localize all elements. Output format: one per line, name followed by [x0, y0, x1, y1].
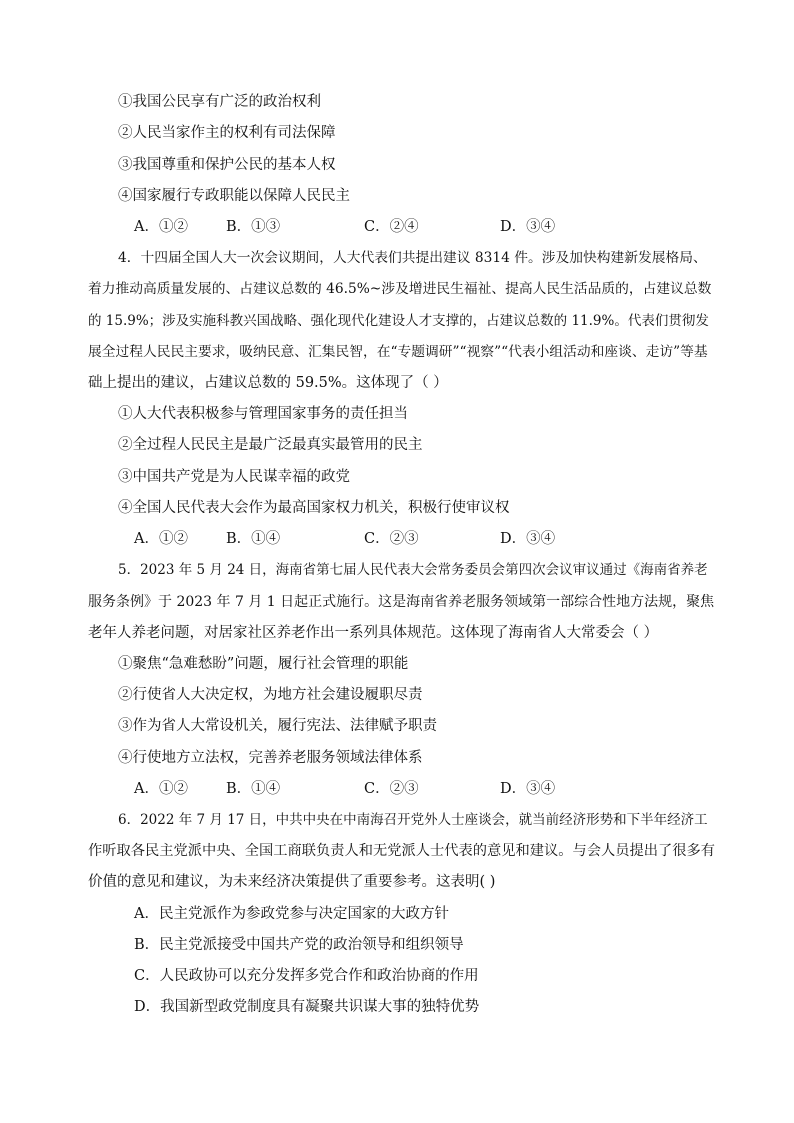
q4-stem-line-2: 着力推动高质量发展的、占建议总数的 46.5%~涉及增进民生福祉、提高人民生活品质的，占建议总数 — [88, 281, 712, 297]
q3-option-4: ④国家履行专政职能以保障人民民主 — [118, 188, 350, 204]
q6-stem-line-2: 作听取各民主党派中央、全国工商联负责人和无党派人士代表的意见和建议。与会人员提出了很多有 — [88, 843, 716, 859]
q5-option-3: ③作为省人大常设机关，履行宪法、法律赋予职责 — [118, 718, 437, 734]
q5-choice-a: A．①② — [134, 781, 188, 797]
q4-stem-line-5: 础上提出的建议，占建议总数的 59.5%。这体现了（ ） — [88, 375, 448, 391]
q3-choice-b: B．①③ — [226, 219, 281, 235]
q5-stem-line-3: 老年人养老问题，对居家社区养老作出一系列具体规范。这体现了海南省人大常委会（ ） — [88, 625, 659, 641]
q5-option-2: ②行使省人大决定权，为地方社会建设履职尽责 — [118, 687, 423, 703]
q5-option-1: ①聚焦“急难愁盼”问题，履行社会管理的职能 — [118, 656, 409, 672]
q6-stem-line-1: 6．2022 年 7 月 17 日，中共中央在中南海召开党外人士座谈会，就当前经济形势和下半年经济工 — [118, 812, 708, 828]
q5-choice-c: C．②③ — [364, 781, 419, 797]
q4-option-4: ④全国人民代表大会作为最高国家权力机关，积极行使审议权 — [118, 500, 510, 516]
q4-choice-d: D．③④ — [500, 531, 556, 547]
q5-stem-line-2: 服务条例》于 2023 年 7 月 1 日起正式施行。这是海南省养老服务领域第一部综合性地方法规，聚焦 — [88, 594, 715, 610]
q4-choice-c: C．②③ — [364, 531, 419, 547]
q6-choice-d: D．我国新型政党制度具有凝聚共识谋大事的独特优势 — [134, 999, 480, 1015]
q5-choice-b: B．①④ — [226, 781, 281, 797]
q6-choice-c: C．人民政协可以充分发挥多党合作和政治协商的作用 — [134, 968, 479, 984]
q6-choice-b: B．民主党派接受中国共产党的政治领导和组织领导 — [134, 937, 464, 953]
q4-stem-line-1: 4．十四届全国人大一次会议期间，人大代表们共提出建议 8314 件。涉及加快构建新发展格局、 — [118, 250, 707, 266]
q6-stem-line-3: 价值的意见和建议，为未来经济决策提供了重要参考。这表明( ) — [88, 874, 496, 890]
q4-stem-line-3: 的 15.9%；涉及实施科教兴国战略、强化现代化建设人才支撑的，占建议总数的 11.9%。代表们贯彻发 — [88, 313, 709, 329]
q3-option-2: ②人民当家作主的权利有司法保障 — [118, 125, 336, 141]
q3-choice-c: C．②④ — [364, 219, 419, 235]
q4-option-1: ①人大代表积极参与管理国家事务的责任担当 — [118, 406, 408, 422]
q5-stem-line-1: 5．2023 年 5 月 24 日，海南省第七届人民代表大会常务委员会第四次会议审议通过《海南省养老 — [118, 562, 708, 578]
q5-option-4: ④行使地方立法权，完善养老服务领域法律体系 — [118, 750, 423, 766]
q4-choice-b: B．①④ — [226, 531, 281, 547]
q3-choice-d: D．③④ — [500, 219, 556, 235]
q6-choice-a: A．民主党派作为参政党参与决定国家的大政方针 — [134, 906, 449, 922]
q4-option-2: ②全过程人民民主是最广泛最真实最管用的民主 — [118, 437, 423, 453]
q4-choice-a: A．①② — [134, 531, 188, 547]
q3-choice-a: A．①② — [134, 219, 188, 235]
q5-choice-d: D．③④ — [500, 781, 556, 797]
q4-stem-line-4: 展全过程人民民主要求，吸纳民意、汇集民智，在“专题调研”“视察”“代表小组活动和座谈、走访”等基 — [88, 344, 708, 360]
q4-option-3: ③中国共产党是为人民谋幸福的政党 — [118, 469, 350, 485]
q3-option-1: ①我国公民享有广泛的政治权利 — [118, 94, 321, 110]
q3-option-3: ③我国尊重和保护公民的基本人权 — [118, 157, 336, 173]
